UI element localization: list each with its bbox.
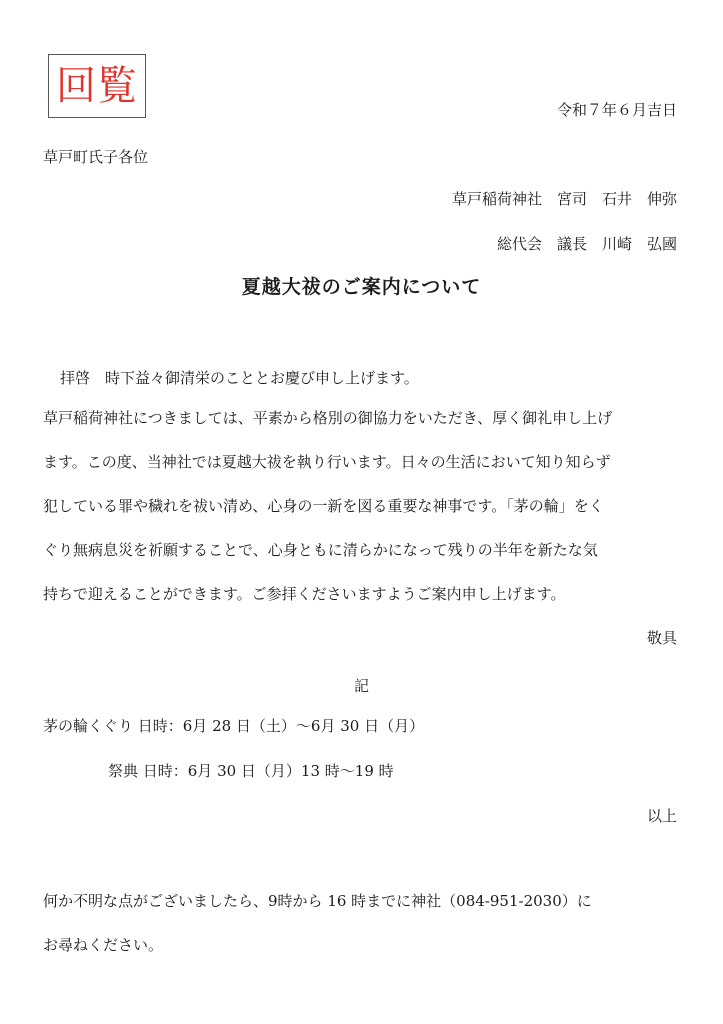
paragraph-line: ます。この度、当神社では夏越大祓を執り行います。日々の生活において知り知らず [43, 453, 611, 471]
closing-keigu: 敬具 [646, 629, 677, 647]
paragraph-line: ぐり無病息災を祈願することで、心身ともに清らかになって残りの半年を新たな気 [43, 541, 598, 559]
contact-line: 何か不明な点がございましたら、9時から 16 時までに神社（084-951-2030）に [43, 892, 592, 910]
stamp-text: 回覧 [56, 63, 138, 109]
sender-shrine: 草戸稲荷神社 宮司 石井 伸弥 [451, 190, 677, 208]
greeting: 拝啓 時下益々御清栄のこととお慶び申し上げます。 [60, 369, 419, 387]
paragraph-line: 草戸稲荷神社につきましては、平素から格別の御協力をいただき、厚く御礼申し上げ [43, 409, 613, 427]
schedule-chinowa: 茅の輪くぐり 日時：6月 28 日（土）～6月 30 日（月） [43, 717, 425, 735]
schedule-festival: 祭典 日時：6月 30 日（月）13 時～19 時 [108, 762, 394, 780]
stamp-box [48, 54, 146, 118]
paragraph-line: 犯している罪や穢れを祓い清め、心身の一新を図る重要な神事です。「茅の輪」をく [43, 497, 604, 515]
end-ijou: 以上 [646, 807, 677, 825]
document-title: 夏越大祓のご案内について [241, 276, 482, 298]
sender-committee: 総代会 議長 川崎 弘國 [496, 235, 677, 253]
document-date: 令和７年６月吉日 [556, 101, 677, 119]
contact-line: お尋ねください。 [43, 936, 164, 954]
ki-heading: 記 [353, 677, 369, 695]
paragraph-line: 持ちで迎えることができます。ご参拝くださいますようご案内申し上げます。 [43, 585, 566, 603]
addressee: 草戸町氏子各位 [43, 148, 149, 166]
